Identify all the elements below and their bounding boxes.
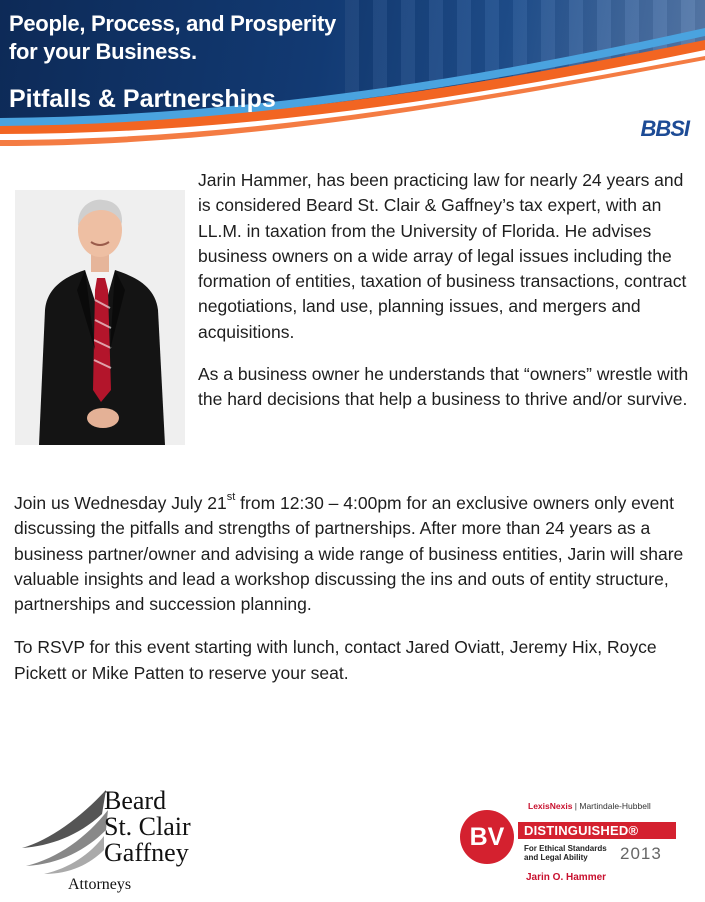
firm-name-line-1: Beard [104, 786, 167, 815]
bio-paragraph-1: Jarin Hammer, has been practicing law for nearly 24 years and is considered Beard St. Clair & Gaffney’s tax expert, with an LL.M. in taxation from the University of Florida. He advises business owners on a wide array of legal issues including the formation of entities, taxation of business transactions, contract negotiations, land use, planning issues, and mergers and acquisitions. [198, 170, 687, 342]
firm-logo [20, 788, 240, 898]
firm-subtitle: Attorneys [68, 876, 132, 893]
header-banner [0, 0, 705, 160]
ethics-line-2: and Legal Ability [524, 853, 588, 862]
headline-line-1: People, Process, and Prosperity [9, 11, 336, 36]
bbsi-logo: BBSI [640, 116, 689, 141]
event-section [14, 491, 694, 704]
banner-subhead: Pitfalls & Partnerships [9, 85, 276, 113]
ethics-line-1: For Ethical Standards [524, 844, 607, 853]
badge-year: 2013 [620, 844, 662, 863]
bv-distinguished-badge [460, 780, 685, 890]
lexisnexis-label: LexisNexis [528, 801, 573, 811]
bv-circle-icon: BV [460, 810, 514, 864]
portrait-photo [15, 190, 185, 445]
badge-separator: | [574, 801, 580, 811]
firm-name [104, 788, 191, 866]
event-text-start: Join us Wednesday July 21 [14, 493, 227, 513]
banner-headline [9, 10, 336, 66]
distinguished-label: DISTINGUISHED® [518, 822, 676, 839]
person-photo-icon [15, 190, 185, 445]
bio-paragraph-2: As a business owner he understands that “owners” wrestle with the hard decisions that help a business to thrive and/or survive. [198, 364, 689, 410]
badge-person-name: Jarin O. Hammer [526, 872, 607, 883]
event-text-rest: from 12:30 – 4:00pm for an exclusive owners only event discussing the pitfalls and strengths of partnerships. After more than 24 years as a business partner/owner and advising a wide range of business entities, Jarin will share valuable insights and lead a workshop discussing the ins and outs of entity structure, partnerships and succession planning. [14, 493, 684, 615]
martindale-label: Martindale-Hubbell [579, 801, 651, 811]
date-ordinal-suffix: st [226, 491, 236, 503]
firm-name-line-3: Gaffney [104, 838, 189, 867]
firm-name-line-2: St. Clair [104, 812, 191, 841]
rsvp-paragraph: To RSVP for this event starting with lunch, contact Jared Oviatt, Jeremy Hix, Royce Pickett or Mike Patten to reserve your seat. [14, 637, 657, 683]
badge-ethics-text [524, 844, 607, 862]
bio-section [198, 168, 693, 430]
badge-publishers [528, 801, 651, 811]
headline-line-2: for your Business. [9, 39, 197, 64]
event-paragraph [14, 491, 694, 617]
